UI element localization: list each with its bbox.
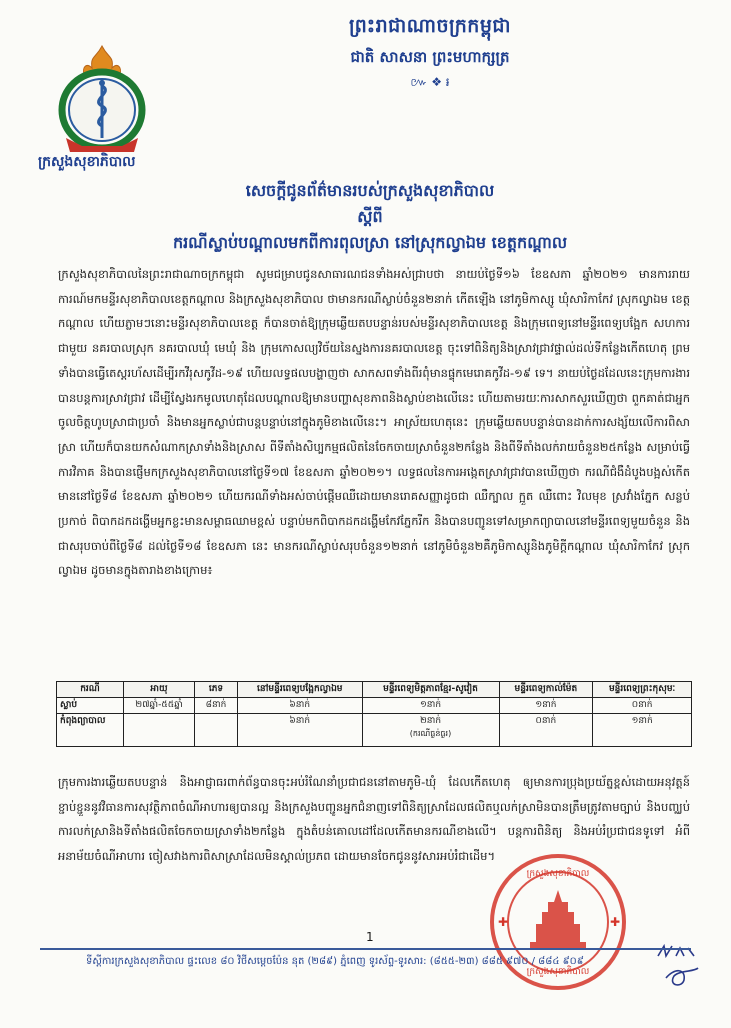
footer-divider	[40, 948, 691, 950]
header-hospital-3: មន្ទីរពេទ្យកាល់ម៉ែត	[499, 682, 593, 698]
table-row	[57, 714, 692, 747]
cell-hospital-4: ១នាក់	[593, 714, 692, 747]
header-age: អាយុ	[124, 682, 195, 698]
cases-table	[56, 681, 692, 747]
body-paragraph: ក្រសួងសុខាភិបាលនៃព្រះរាជាណាចក្រកម្ពុជា សូមជម្រាបជូនសាធារណជនទាំងអស់ជ្រាបថា នាយប់ថ្ងៃទី១៦ ខែឧសភា ឆ្នាំ២០២១ មានការរាយការណ៍មកមន្ទីរសុខាភិបាលខេត្តកណ្តាល និងក្រសួងសុខាភិបាល ថាមានករណីស្លាប់ចំនួន២នាក់ កើតឡើង នៅភូមិកាស្សូ ឃុំសារិកាកែវ ស្រុកល្វាឯម ខេត្តកណ្តាល ហើយភ្លាមៗនោះមន្ទីរសុខាភិបាលខេត្ត ក៏បានចាត់ឱ្យក្រុមឆ្លើយតបបន្ទាន់របស់មន្ទីរសុខាភិបាលខេត្ត និងក្រុមពេទ្យនៅមន្ទីរពេទ្យបង្អែក សហការជាមួយ នគរបាលស្រុក នគរបាលឃុំ មេឃុំ និង ក្រុមកោសល្យវិច័យនៃស្នងការនគរបាលខេត្ត ចុះទៅពិនិត្យនិងស្រាវជ្រាវផ្ទាល់ដល់ទីកន្លែងកើតហេតុ ព្រមទាំងបានធ្វើតេស្តរហ័សដើម្បីរកវីរុសកូវីដ-១៩ ហើយលទ្ធផលបង្ហាញថា សាកសពទាំងពីរពុំមានផ្ទុកមេរោគកូវីដ-១៩ ទេ។ នាយប់ថ្ងៃដដែលនេះក្រុមការងារ បានបន្តការស្រាវជ្រាវ ដើម្បីស្វែងរកមូលហេតុដែលបណ្តាលឱ្យមានបញ្ហាសុខភាពនិងស្លាប់ខាងលើនេះ ហើយតាមរយៈការសាកសួរឃើញថា ពួកគាត់ជាអ្នកចូលចិត្តហូបស្រាជាប្រចាំ និងមានអ្នកស្លាប់ជាបន្តបន្ទាប់នៅក្នុងភូមិខាងលើនេះ។ អាស្រ័យហេតុនេះ ក្រុមឆ្លើយតបបន្ទាន់បានដាក់ការសង្ស័យលើការពិសាស្រា ហើយក៏បានយកសំណាកស្រាទាំងនិងស្រាស ពីទីតាំងសិប្បកម្មផលិតនៃចែកចាយស្រាចំនួន២កន្លែង និងពីទីតាំងលក់រាយចំនួន២៥កន្លែង សម្រាប់ធ្វើការវិភាគ និងបានផ្ញើមកក្រសួងសុខាភិបាលនៅថ្ងៃទី១៧ ខែឧសភា ឆ្នាំ២០២១។ លទ្ធផលនៃការអង្កេតស្រាវជ្រាវបានឃើញថា ករណីជំងឺដំបូងបង្អស់កើតមាននៅថ្ងៃទី៨ ខែឧសភា ឆ្នាំ២០២១ ហើយករណីទាំងអស់ចាប់ផ្តើមឈឺដោយមានរោគសញ្ញាដូចជា ឈឺក្បាល ក្អួត ឈឺពោះ វិលមុខ ស្រវាំងភ្នែក សន្លប់ ប្រកាច់ ពិបាកដកដង្ហើមអ្នកខ្លះមានសម្ពាធឈាមខ្ពស់ បន្ទាប់មកពិបាកដកដង្ហើមកែវភ្នែករីក និងបានបញ្ជូនទៅសម្រាកព្យាបាលនៅមន្ទីរពេទ្យមួយចំនួន និងជាសរុបចាប់ពីថ្ងៃទី៨ ដល់ថ្ងៃទី១៨ ខែឧសភា នេះ មានករណីស្លាប់សរុបចំនួន១២នាក់ នៅភូមិចំនួន២គឺភូមិកាស្សូនិងភូមិក្តីកណ្តាល ឃុំសារិកាកែវ ស្រុកល្វាឯម ដូចមានក្នុងតារាងខាងក្រោម៖	[58, 267, 690, 578]
official-stamp	[486, 812, 631, 1024]
cell-hospital-1: ៦នាក់	[238, 714, 363, 747]
cell-hospital-1: ៦នាក់	[238, 698, 363, 714]
cell-hospital-2: ១នាក់	[362, 698, 499, 714]
table-row	[57, 698, 692, 714]
cell-age	[124, 714, 195, 747]
header-hospital-1: នៅមន្ទីរពេទ្យបង្អែកល្វាឯម	[238, 682, 363, 698]
severity-note: (ករណីធ្ងន់ធ្ងរ)	[409, 729, 452, 738]
stamp-text-top: ក្រសួងសុខាភិបាល	[526, 869, 590, 879]
row-label: ស្លាប់	[57, 698, 124, 714]
caduceus-emblem-icon	[52, 38, 152, 158]
title-line-2: ស្តីពី	[357, 207, 383, 226]
stamp-text-bottom: ក្រសួងសុខាភិបាល	[526, 967, 590, 977]
title-line-3: ករណីស្លាប់បណ្តាលមកពីការពុលស្រា នៅស្រុកល្វាឯម ខេត្តកណ្តាល	[172, 233, 568, 252]
cell-hospital-2-value: ២នាក់	[419, 716, 442, 726]
header-case: ករណី	[57, 682, 124, 698]
svg-text:✚: ✚	[610, 915, 621, 929]
row-label: កំពុងព្យាបាល	[57, 714, 124, 747]
table-header-row	[57, 682, 692, 698]
document-title	[120, 178, 620, 256]
kingdom-title: ព្រះរាជាណាចក្រកម្ពុជា	[349, 15, 511, 37]
national-header	[250, 14, 610, 92]
cell-sex: ៨នាក់	[195, 698, 238, 714]
cell-sex	[195, 714, 238, 747]
header-hospital-4: មន្ទីរពេទ្យព្រះកុសុមៈ	[593, 682, 692, 698]
cell-age: ២៧ឆ្នាំ-៥៥ឆ្នាំ	[124, 698, 195, 714]
cell-hospital-3: ០នាក់	[499, 714, 593, 747]
closing-paragraph: ក្រុមការងារឆ្លើយតបបន្ទាន់ និងអាជ្ញាធរពាក់ព័ន្ធបានចុះអប់រំណែនាំប្រជាជននៅតាមភូមិ-ឃុំ ដែលកើតហេតុ ឲ្យមានការប្រុងប្រយ័ត្នខ្ពស់ដោយអនុវត្តន៍ខ្ជាប់ខ្ជួននូវវិធានការសុវត្ថិភាពចំណីអាហារឲ្យបានល្អ និងក្រសួងបញ្ជូនអ្នកជំនាញទៅពិនិត្យស្រាដែលផលិតឬលក់ស្រាមិនបានត្រឹមត្រូវតាមច្បាប់ និងបញ្ឈប់ការលក់ស្រានិងទីតាំងផលិតចែកចាយស្រាទាំង២កន្លែង ក្នុងតំបន់គោលដៅដែលកើតមានករណីខាងលើ។ បន្តការពិនិត្យ និងអប់រំប្រជាជនទូទៅ អំពីអនាម័យចំណីអាហារ ចៀសវាងការពិសាស្រាដែលមិនស្គាល់ប្រភព ដោយមានចែកជូននូវសារអប់រំជាដើម។	[58, 775, 690, 863]
cell-hospital-4: ០នាក់	[593, 698, 692, 714]
national-motto: ជាតិ សាសនា ព្រះមហាក្សត្រ	[350, 48, 510, 66]
ornament-divider: ៚ ❖ ៛	[410, 75, 450, 89]
stamp-seal-icon	[486, 812, 631, 1024]
page-number: 1	[366, 930, 374, 944]
cell-hospital-3: ១នាក់	[499, 698, 593, 714]
footer-address: ទីស្តីការក្រសួងសុខាភិបាល ផ្ទះលេខ ៨០ វិថីសម្តេចប៉ែន នុត (២៨៩) ភ្នំពេញ ទូរស័ព្ទ-ទូរសារ: (៨៥៥-២៣) ៨៨៥ ៩៧០ / ៨៨៤ ៩០៩	[86, 956, 584, 967]
cell-hospital-2	[362, 714, 499, 747]
svg-text:✚: ✚	[498, 915, 509, 929]
ministry-logo	[52, 38, 152, 158]
header-hospital-2: មន្ទីរពេទ្យមិត្តភាពខ្មែរ-សូវៀត	[362, 682, 499, 698]
ministry-label: ក្រសួងសុខាភិបាល	[38, 154, 136, 170]
header-sex: ភេទ	[195, 682, 238, 698]
title-line-1: សេចក្តីជូនព័ត៌មានរបស់ក្រសួងសុខាភិបាល	[245, 181, 495, 200]
